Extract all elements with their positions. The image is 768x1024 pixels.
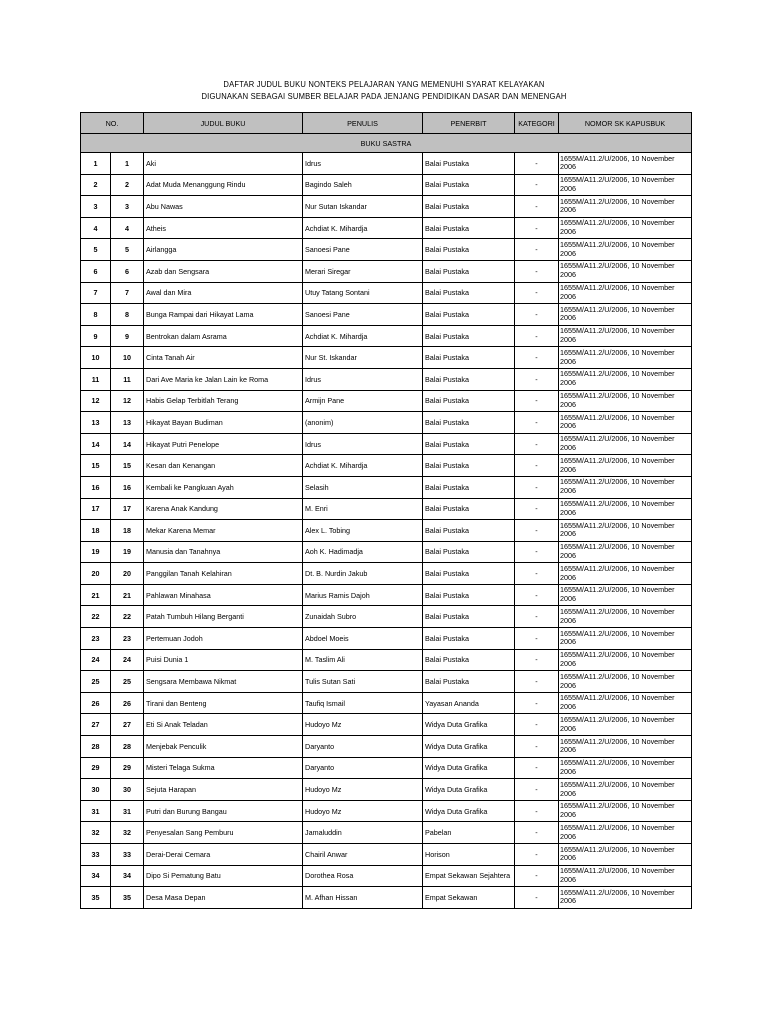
book-sk-number: 1655M/A11.2/U/2006, 10 November 2006 <box>559 671 692 693</box>
book-publisher: Balai Pustaka <box>423 606 515 628</box>
row-number: 23 <box>81 628 111 650</box>
table-row <box>81 412 692 434</box>
book-title: Kembali ke Pangkuan Ayah <box>144 476 303 498</box>
book-title: Bentrokan dalam Asrama <box>144 325 303 347</box>
book-sk-number: 1655M/A11.2/U/2006, 10 November 2006 <box>559 390 692 412</box>
book-title: Aki <box>144 153 303 175</box>
table-row <box>81 455 692 477</box>
table-row <box>81 844 692 866</box>
book-category: - <box>515 174 559 196</box>
book-publisher: Balai Pustaka <box>423 153 515 175</box>
book-number: 33 <box>111 844 144 866</box>
book-number: 15 <box>111 455 144 477</box>
row-number: 15 <box>81 455 111 477</box>
book-author: Nur St. Iskandar <box>303 347 423 369</box>
book-title: Sengsara Membawa Nikmat <box>144 671 303 693</box>
book-sk-number: 1655M/A11.2/U/2006, 10 November 2006 <box>559 822 692 844</box>
book-category: - <box>515 368 559 390</box>
book-sk-number: 1655M/A11.2/U/2006, 10 November 2006 <box>559 628 692 650</box>
table-row <box>81 736 692 758</box>
book-title: Patah Tumbuh Hilang Berganti <box>144 606 303 628</box>
book-category: - <box>515 628 559 650</box>
section-row <box>81 134 692 153</box>
book-publisher: Yayasan Ananda <box>423 692 515 714</box>
book-author: Daryanto <box>303 757 423 779</box>
row-number: 12 <box>81 390 111 412</box>
book-publisher: Balai Pustaka <box>423 412 515 434</box>
header-penulis: PENULIS <box>303 113 423 134</box>
section-label: BUKU SASTRA <box>81 134 692 153</box>
book-publisher: Balai Pustaka <box>423 433 515 455</box>
book-category: - <box>515 196 559 218</box>
book-publisher: Balai Pustaka <box>423 671 515 693</box>
book-category: - <box>515 433 559 455</box>
book-author: Achdiat K. Mihardja <box>303 325 423 347</box>
book-title: Manusia dan Tanahnya <box>144 541 303 563</box>
book-title: Adat Muda Menanggung Rindu <box>144 174 303 196</box>
table-row <box>81 692 692 714</box>
book-author: Alex L. Tobing <box>303 520 423 542</box>
book-number: 35 <box>111 887 144 909</box>
book-sk-number: 1655M/A11.2/U/2006, 10 November 2006 <box>559 800 692 822</box>
book-sk-number: 1655M/A11.2/U/2006, 10 November 2006 <box>559 757 692 779</box>
book-number: 11 <box>111 368 144 390</box>
book-category: - <box>515 844 559 866</box>
book-publisher: Balai Pustaka <box>423 347 515 369</box>
row-number: 11 <box>81 368 111 390</box>
row-number: 6 <box>81 260 111 282</box>
book-publisher: Widya Duta Grafika <box>423 736 515 758</box>
book-author: (anonim) <box>303 412 423 434</box>
header-penerbit: PENERBIT <box>423 113 515 134</box>
book-publisher: Balai Pustaka <box>423 260 515 282</box>
book-sk-number: 1655M/A11.2/U/2006, 10 November 2006 <box>559 476 692 498</box>
book-sk-number: 1655M/A11.2/U/2006, 10 November 2006 <box>559 239 692 261</box>
book-author: Hudoyo Mz <box>303 800 423 822</box>
row-number: 34 <box>81 865 111 887</box>
book-number: 17 <box>111 498 144 520</box>
book-number: 18 <box>111 520 144 542</box>
book-number: 2 <box>111 174 144 196</box>
book-publisher: Widya Duta Grafika <box>423 779 515 801</box>
row-number: 13 <box>81 412 111 434</box>
book-number: 26 <box>111 692 144 714</box>
book-sk-number: 1655M/A11.2/U/2006, 10 November 2006 <box>559 779 692 801</box>
row-number: 35 <box>81 887 111 909</box>
document-title-line-2: DIGUNAKAN SEBAGAI SUMBER BELAJAR PADA JENJANG PENDIDIKAN DASAR DAN MENENGAH <box>201 92 567 101</box>
header-no: NO. <box>81 113 144 134</box>
book-title: Eti Si Anak Teladan <box>144 714 303 736</box>
book-number: 34 <box>111 865 144 887</box>
book-category: - <box>515 887 559 909</box>
book-author: Armijn Pane <box>303 390 423 412</box>
book-sk-number: 1655M/A11.2/U/2006, 10 November 2006 <box>559 563 692 585</box>
book-sk-number: 1655M/A11.2/U/2006, 10 November 2006 <box>559 368 692 390</box>
book-number: 27 <box>111 714 144 736</box>
book-publisher: Balai Pustaka <box>423 217 515 239</box>
book-author: M. Afhan Hissan <box>303 887 423 909</box>
book-sk-number: 1655M/A11.2/U/2006, 10 November 2006 <box>559 714 692 736</box>
book-category: - <box>515 520 559 542</box>
book-author: Chairil Anwar <box>303 844 423 866</box>
table-row <box>81 887 692 909</box>
book-number: 3 <box>111 196 144 218</box>
row-number: 30 <box>81 779 111 801</box>
book-category: - <box>515 671 559 693</box>
book-number: 24 <box>111 649 144 671</box>
book-publisher: Widya Duta Grafika <box>423 757 515 779</box>
table-row <box>81 779 692 801</box>
book-category: - <box>515 714 559 736</box>
book-number: 5 <box>111 239 144 261</box>
book-title: Cinta Tanah Air <box>144 347 303 369</box>
table-row <box>81 217 692 239</box>
row-number: 25 <box>81 671 111 693</box>
book-number: 1 <box>111 153 144 175</box>
book-sk-number: 1655M/A11.2/U/2006, 10 November 2006 <box>559 606 692 628</box>
row-number: 7 <box>81 282 111 304</box>
book-number: 31 <box>111 800 144 822</box>
table-row <box>81 196 692 218</box>
book-title: Desa Masa Depan <box>144 887 303 909</box>
row-number: 31 <box>81 800 111 822</box>
book-author: Hudoyo Mz <box>303 779 423 801</box>
table-row <box>81 347 692 369</box>
book-publisher: Balai Pustaka <box>423 476 515 498</box>
table-row <box>81 714 692 736</box>
table-row <box>81 476 692 498</box>
book-title: Dari Ave Maria ke Jalan Lain ke Roma <box>144 368 303 390</box>
book-title: Habis Gelap Terbitlah Terang <box>144 390 303 412</box>
book-sk-number: 1655M/A11.2/U/2006, 10 November 2006 <box>559 174 692 196</box>
book-title: Pertemuan Jodoh <box>144 628 303 650</box>
row-number: 24 <box>81 649 111 671</box>
book-title: Hikayat Putri Penelope <box>144 433 303 455</box>
book-category: - <box>515 282 559 304</box>
book-title: Hikayat Bayan Budiman <box>144 412 303 434</box>
book-publisher: Balai Pustaka <box>423 541 515 563</box>
header-nomor-sk: NOMOR SK KAPUSBUK <box>559 113 692 134</box>
table-row <box>81 520 692 542</box>
book-publisher: Balai Pustaka <box>423 174 515 196</box>
row-number: 28 <box>81 736 111 758</box>
row-number: 9 <box>81 325 111 347</box>
table-row <box>81 671 692 693</box>
book-author: Jamaluddin <box>303 822 423 844</box>
table-row <box>81 822 692 844</box>
book-category: - <box>515 455 559 477</box>
book-title: Tirani dan Benteng <box>144 692 303 714</box>
book-category: - <box>515 260 559 282</box>
book-publisher: Horison <box>423 844 515 866</box>
book-publisher: Balai Pustaka <box>423 390 515 412</box>
book-title: Atheis <box>144 217 303 239</box>
table-row <box>81 282 692 304</box>
book-sk-number: 1655M/A11.2/U/2006, 10 November 2006 <box>559 498 692 520</box>
book-title: Misteri Telaga Sukma <box>144 757 303 779</box>
book-number: 20 <box>111 563 144 585</box>
book-publisher: Balai Pustaka <box>423 649 515 671</box>
row-number: 20 <box>81 563 111 585</box>
book-sk-number: 1655M/A11.2/U/2006, 10 November 2006 <box>559 584 692 606</box>
book-author: Daryanto <box>303 736 423 758</box>
row-number: 5 <box>81 239 111 261</box>
document-title-line-1: DAFTAR JUDUL BUKU NONTEKS PELAJARAN YANG MEMENUHI SYARAT KELAYAKAN <box>223 80 545 89</box>
book-publisher: Balai Pustaka <box>423 628 515 650</box>
book-sk-number: 1655M/A11.2/U/2006, 10 November 2006 <box>559 433 692 455</box>
book-number: 9 <box>111 325 144 347</box>
book-sk-number: 1655M/A11.2/U/2006, 10 November 2006 <box>559 649 692 671</box>
book-publisher: Balai Pustaka <box>423 368 515 390</box>
book-table <box>80 112 692 909</box>
book-author: Bagindo Saleh <box>303 174 423 196</box>
book-category: - <box>515 217 559 239</box>
book-category: - <box>515 325 559 347</box>
table-row <box>81 584 692 606</box>
book-title: Dipo Si Pematung Batu <box>144 865 303 887</box>
table-row <box>81 541 692 563</box>
book-sk-number: 1655M/A11.2/U/2006, 10 November 2006 <box>559 412 692 434</box>
book-author: M. Enri <box>303 498 423 520</box>
book-sk-number: 1655M/A11.2/U/2006, 10 November 2006 <box>559 844 692 866</box>
book-number: 12 <box>111 390 144 412</box>
book-publisher: Balai Pustaka <box>423 196 515 218</box>
row-number: 33 <box>81 844 111 866</box>
book-author: Tulis Sutan Sati <box>303 671 423 693</box>
book-publisher: Balai Pustaka <box>423 520 515 542</box>
book-author: Hudoyo Mz <box>303 714 423 736</box>
book-sk-number: 1655M/A11.2/U/2006, 10 November 2006 <box>559 887 692 909</box>
book-sk-number: 1655M/A11.2/U/2006, 10 November 2006 <box>559 541 692 563</box>
book-title: Menjebak Penculik <box>144 736 303 758</box>
book-author: Merari Siregar <box>303 260 423 282</box>
table-row <box>81 368 692 390</box>
book-author: Sanoesi Pane <box>303 304 423 326</box>
book-publisher: Balai Pustaka <box>423 282 515 304</box>
book-category: - <box>515 692 559 714</box>
book-author: Aoh K. Hadimadja <box>303 541 423 563</box>
table-row <box>81 260 692 282</box>
book-publisher: Widya Duta Grafika <box>423 800 515 822</box>
book-number: 8 <box>111 304 144 326</box>
book-publisher: Balai Pustaka <box>423 498 515 520</box>
row-number: 3 <box>81 196 111 218</box>
table-row <box>81 563 692 585</box>
book-number: 19 <box>111 541 144 563</box>
book-publisher: Balai Pustaka <box>423 304 515 326</box>
book-number: 14 <box>111 433 144 455</box>
book-number: 6 <box>111 260 144 282</box>
row-number: 21 <box>81 584 111 606</box>
book-publisher: Balai Pustaka <box>423 455 515 477</box>
book-title: Panggilan Tanah Kelahiran <box>144 563 303 585</box>
book-sk-number: 1655M/A11.2/U/2006, 10 November 2006 <box>559 692 692 714</box>
table-row <box>81 649 692 671</box>
book-author: Marius Ramis Dajoh <box>303 584 423 606</box>
book-category: - <box>515 606 559 628</box>
book-sk-number: 1655M/A11.2/U/2006, 10 November 2006 <box>559 217 692 239</box>
row-number: 29 <box>81 757 111 779</box>
table-row <box>81 498 692 520</box>
row-number: 17 <box>81 498 111 520</box>
book-sk-number: 1655M/A11.2/U/2006, 10 November 2006 <box>559 325 692 347</box>
book-publisher: Pabelan <box>423 822 515 844</box>
book-category: - <box>515 649 559 671</box>
row-number: 22 <box>81 606 111 628</box>
table-row <box>81 757 692 779</box>
book-publisher: Empat Sekawan <box>423 887 515 909</box>
table-row <box>81 628 692 650</box>
row-number: 10 <box>81 347 111 369</box>
book-author: Selasih <box>303 476 423 498</box>
book-number: 25 <box>111 671 144 693</box>
book-title: Airlangga <box>144 239 303 261</box>
book-number: 13 <box>111 412 144 434</box>
book-author: Achdiat K. Mihardja <box>303 455 423 477</box>
table-row <box>81 606 692 628</box>
book-sk-number: 1655M/A11.2/U/2006, 10 November 2006 <box>559 736 692 758</box>
book-category: - <box>515 822 559 844</box>
book-number: 30 <box>111 779 144 801</box>
row-number: 4 <box>81 217 111 239</box>
book-category: - <box>515 476 559 498</box>
book-author: Achdiat K. Mihardja <box>303 217 423 239</box>
book-sk-number: 1655M/A11.2/U/2006, 10 November 2006 <box>559 260 692 282</box>
book-category: - <box>515 304 559 326</box>
table-row <box>81 433 692 455</box>
header-kategori: KATEGORI <box>515 113 559 134</box>
book-category: - <box>515 498 559 520</box>
row-number: 16 <box>81 476 111 498</box>
book-number: 32 <box>111 822 144 844</box>
book-title: Abu Nawas <box>144 196 303 218</box>
book-number: 22 <box>111 606 144 628</box>
book-category: - <box>515 563 559 585</box>
book-sk-number: 1655M/A11.2/U/2006, 10 November 2006 <box>559 455 692 477</box>
book-author: Dt. B. Nurdin Jakub <box>303 563 423 585</box>
book-title: Awal dan Mira <box>144 282 303 304</box>
table-body <box>81 134 692 909</box>
book-publisher: Balai Pustaka <box>423 239 515 261</box>
book-author: Nur Sutan Iskandar <box>303 196 423 218</box>
book-publisher: Empat Sekawan Sejahtera <box>423 865 515 887</box>
book-category: - <box>515 390 559 412</box>
book-sk-number: 1655M/A11.2/U/2006, 10 November 2006 <box>559 153 692 175</box>
book-author: M. Taslim Ali <box>303 649 423 671</box>
book-publisher: Balai Pustaka <box>423 563 515 585</box>
book-category: - <box>515 412 559 434</box>
row-number: 2 <box>81 174 111 196</box>
book-category: - <box>515 865 559 887</box>
book-publisher: Balai Pustaka <box>423 584 515 606</box>
book-number: 28 <box>111 736 144 758</box>
book-category: - <box>515 779 559 801</box>
table-row <box>81 239 692 261</box>
book-sk-number: 1655M/A11.2/U/2006, 10 November 2006 <box>559 347 692 369</box>
table-header <box>81 113 692 134</box>
book-category: - <box>515 347 559 369</box>
row-number: 1 <box>81 153 111 175</box>
book-sk-number: 1655M/A11.2/U/2006, 10 November 2006 <box>559 520 692 542</box>
book-title: Putri dan Burung Bangau <box>144 800 303 822</box>
book-title: Puisi Dunia 1 <box>144 649 303 671</box>
book-author: Idrus <box>303 433 423 455</box>
book-number: 23 <box>111 628 144 650</box>
book-author: Dorothea Rosa <box>303 865 423 887</box>
table-row <box>81 304 692 326</box>
book-author: Abdoel Moeis <box>303 628 423 650</box>
book-number: 4 <box>111 217 144 239</box>
book-author: Taufiq Ismail <box>303 692 423 714</box>
book-number: 21 <box>111 584 144 606</box>
book-category: - <box>515 757 559 779</box>
book-author: Idrus <box>303 368 423 390</box>
book-category: - <box>515 239 559 261</box>
book-sk-number: 1655M/A11.2/U/2006, 10 November 2006 <box>559 304 692 326</box>
book-sk-number: 1655M/A11.2/U/2006, 10 November 2006 <box>559 196 692 218</box>
book-title: Pahlawan Minahasa <box>144 584 303 606</box>
row-number: 8 <box>81 304 111 326</box>
book-author: Utuy Tatang Sontani <box>303 282 423 304</box>
book-publisher: Widya Duta Grafika <box>423 714 515 736</box>
row-number: 14 <box>81 433 111 455</box>
row-number: 32 <box>81 822 111 844</box>
book-title: Karena Anak Kandung <box>144 498 303 520</box>
book-title: Sejuta Harapan <box>144 779 303 801</box>
row-number: 26 <box>81 692 111 714</box>
book-title: Kesan dan Kenangan <box>144 455 303 477</box>
book-number: 16 <box>111 476 144 498</box>
book-title: Penyesalan Sang Pemburu <box>144 822 303 844</box>
row-number: 27 <box>81 714 111 736</box>
book-title: Azab dan Sengsara <box>144 260 303 282</box>
book-author: Sanoesi Pane <box>303 239 423 261</box>
book-sk-number: 1655M/A11.2/U/2006, 10 November 2006 <box>559 282 692 304</box>
book-publisher: Balai Pustaka <box>423 325 515 347</box>
book-author: Idrus <box>303 153 423 175</box>
table-row <box>81 390 692 412</box>
row-number: 18 <box>81 520 111 542</box>
book-title: Bunga Rampai dari Hikayat Lama <box>144 304 303 326</box>
book-title: Derai-Derai Cemara <box>144 844 303 866</box>
book-category: - <box>515 153 559 175</box>
book-sk-number: 1655M/A11.2/U/2006, 10 November 2006 <box>559 865 692 887</box>
row-number: 19 <box>81 541 111 563</box>
table-row <box>81 174 692 196</box>
book-category: - <box>515 541 559 563</box>
book-author: Zunaidah Subro <box>303 606 423 628</box>
book-category: - <box>515 584 559 606</box>
book-category: - <box>515 736 559 758</box>
book-number: 10 <box>111 347 144 369</box>
header-judul: JUDUL BUKU <box>144 113 303 134</box>
book-number: 7 <box>111 282 144 304</box>
table-row <box>81 153 692 175</box>
book-number: 29 <box>111 757 144 779</box>
table-row <box>81 865 692 887</box>
book-title: Mekar Karena Memar <box>144 520 303 542</box>
book-category: - <box>515 800 559 822</box>
table-row <box>81 800 692 822</box>
table-row <box>81 325 692 347</box>
